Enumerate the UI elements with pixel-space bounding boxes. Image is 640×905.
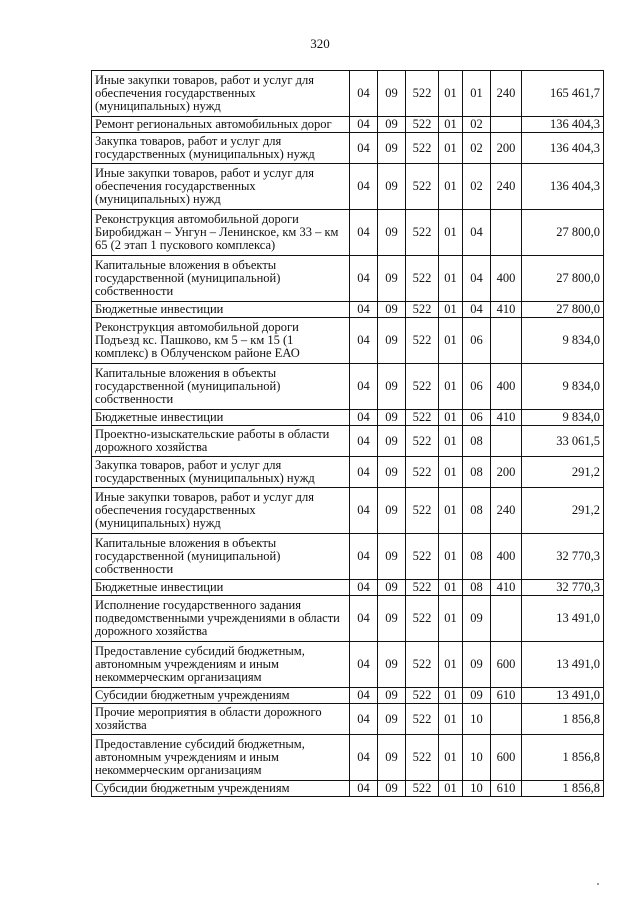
row-section: 04 [350, 164, 378, 210]
row-section: 04 [350, 410, 378, 426]
row-amount: 136 404,3 [522, 164, 604, 210]
row-section: 04 [350, 781, 378, 797]
row-subsection: 09 [378, 534, 406, 580]
table-row [92, 534, 604, 580]
row-program: 522 [406, 704, 439, 735]
table-row [92, 410, 604, 426]
row-program: 522 [406, 457, 439, 488]
table-row [92, 426, 604, 457]
row-activity: 09 [463, 596, 491, 642]
row-amount: 33 061,5 [522, 426, 604, 457]
row-section: 04 [350, 117, 378, 133]
row-expense-type [491, 596, 522, 642]
row-activity: 08 [463, 457, 491, 488]
row-amount: 13 491,0 [522, 596, 604, 642]
row-expense-type: 400 [491, 534, 522, 580]
row-expense-type: 240 [491, 71, 522, 117]
scan-speck [597, 883, 599, 885]
table-row [92, 302, 604, 318]
row-subprogram: 01 [439, 596, 463, 642]
row-expense-type [491, 117, 522, 133]
row-expense-type: 240 [491, 164, 522, 210]
row-activity: 10 [463, 704, 491, 735]
row-name: Бюджетные инвестиции [92, 580, 350, 596]
row-expense-type: 240 [491, 488, 522, 534]
row-activity: 08 [463, 534, 491, 580]
row-activity: 08 [463, 426, 491, 457]
row-expense-type: 610 [491, 781, 522, 797]
row-subprogram: 01 [439, 426, 463, 457]
row-section: 04 [350, 596, 378, 642]
row-subsection: 09 [378, 210, 406, 256]
row-amount: 1 856,8 [522, 704, 604, 735]
row-expense-type: 410 [491, 302, 522, 318]
table-row [92, 133, 604, 164]
row-name: Иные закупки товаров, работ и услуг для обеспечения государственных (муниципальных) нужд [92, 71, 350, 117]
budget-table [91, 70, 604, 797]
row-subprogram: 01 [439, 133, 463, 164]
row-program: 522 [406, 688, 439, 704]
row-subsection: 09 [378, 71, 406, 117]
row-name: Субсидии бюджетным учреждениям [92, 781, 350, 797]
row-amount: 27 800,0 [522, 210, 604, 256]
row-section: 04 [350, 302, 378, 318]
row-subsection: 09 [378, 117, 406, 133]
row-name: Капитальные вложения в объекты государственной (муниципальной) собственности [92, 256, 350, 302]
row-subprogram: 01 [439, 318, 463, 364]
row-subprogram: 01 [439, 488, 463, 534]
row-amount: 165 461,7 [522, 71, 604, 117]
row-activity: 04 [463, 302, 491, 318]
row-expense-type [491, 318, 522, 364]
row-section: 04 [350, 688, 378, 704]
row-activity: 01 [463, 71, 491, 117]
row-subsection: 09 [378, 302, 406, 318]
row-subprogram: 01 [439, 688, 463, 704]
table-row [92, 210, 604, 256]
row-section: 04 [350, 256, 378, 302]
row-expense-type: 600 [491, 735, 522, 781]
row-amount: 9 834,0 [522, 364, 604, 410]
row-name: Прочие мероприятия в области дорожного хозяйства [92, 704, 350, 735]
table-row [92, 580, 604, 596]
row-subprogram: 01 [439, 781, 463, 797]
row-subprogram: 01 [439, 164, 463, 210]
row-subsection: 09 [378, 596, 406, 642]
row-amount: 136 404,3 [522, 133, 604, 164]
row-section: 04 [350, 457, 378, 488]
row-subsection: 09 [378, 735, 406, 781]
row-subprogram: 01 [439, 457, 463, 488]
row-program: 522 [406, 426, 439, 457]
row-expense-type [491, 426, 522, 457]
row-amount: 136 404,3 [522, 117, 604, 133]
row-program: 522 [406, 364, 439, 410]
row-subprogram: 01 [439, 704, 463, 735]
page-number: 320 [310, 36, 330, 51]
row-subprogram: 01 [439, 210, 463, 256]
row-program: 522 [406, 164, 439, 210]
row-subprogram: 01 [439, 410, 463, 426]
row-activity: 06 [463, 318, 491, 364]
table-row [92, 164, 604, 210]
row-name: Закупка товаров, работ и услуг для государственных (муниципальных) нужд [92, 457, 350, 488]
table-row [92, 71, 604, 117]
row-section: 04 [350, 642, 378, 688]
row-program: 522 [406, 71, 439, 117]
row-activity: 10 [463, 781, 491, 797]
row-subprogram: 01 [439, 71, 463, 117]
table-row [92, 735, 604, 781]
row-expense-type: 400 [491, 364, 522, 410]
row-subsection: 09 [378, 688, 406, 704]
row-subsection: 09 [378, 318, 406, 364]
row-program: 522 [406, 410, 439, 426]
row-subsection: 09 [378, 488, 406, 534]
row-program: 522 [406, 133, 439, 164]
row-name: Предоставление субсидий бюджетным, автономным учреждениям и иным некоммерческим организациям [92, 735, 350, 781]
row-name: Иные закупки товаров, работ и услуг для обеспечения государственных (муниципальных) нужд [92, 164, 350, 210]
row-section: 04 [350, 71, 378, 117]
row-name: Бюджетные инвестиции [92, 302, 350, 318]
row-amount: 13 491,0 [522, 642, 604, 688]
row-activity: 02 [463, 164, 491, 210]
row-subsection: 09 [378, 256, 406, 302]
row-expense-type: 200 [491, 133, 522, 164]
row-amount: 9 834,0 [522, 410, 604, 426]
row-program: 522 [406, 117, 439, 133]
row-program: 522 [406, 642, 439, 688]
table-row [92, 488, 604, 534]
table-row [92, 688, 604, 704]
row-subsection: 09 [378, 410, 406, 426]
table-row [92, 781, 604, 797]
row-section: 04 [350, 488, 378, 534]
row-amount: 9 834,0 [522, 318, 604, 364]
row-amount: 1 856,8 [522, 735, 604, 781]
row-program: 522 [406, 580, 439, 596]
row-subsection: 09 [378, 580, 406, 596]
row-activity: 06 [463, 410, 491, 426]
row-activity: 10 [463, 735, 491, 781]
row-amount: 27 800,0 [522, 256, 604, 302]
row-activity: 04 [463, 210, 491, 256]
row-name: Закупка товаров, работ и услуг для государственных (муниципальных) нужд [92, 133, 350, 164]
row-name: Реконструкция автомобильной дороги Биробиджан – Унгун – Ленинское, км 33 – км 65 (2 этап 1 пускового комплекса) [92, 210, 350, 256]
table-row [92, 256, 604, 302]
row-expense-type: 600 [491, 642, 522, 688]
row-subsection: 09 [378, 781, 406, 797]
row-activity: 06 [463, 364, 491, 410]
row-subprogram: 01 [439, 364, 463, 410]
row-amount: 291,2 [522, 457, 604, 488]
row-subsection: 09 [378, 133, 406, 164]
row-name: Бюджетные инвестиции [92, 410, 350, 426]
row-subprogram: 01 [439, 735, 463, 781]
row-section: 04 [350, 704, 378, 735]
row-name: Капитальные вложения в объекты государственной (муниципальной) собственности [92, 534, 350, 580]
row-amount: 27 800,0 [522, 302, 604, 318]
row-expense-type: 400 [491, 256, 522, 302]
row-section: 04 [350, 426, 378, 457]
table-row [92, 704, 604, 735]
row-subprogram: 01 [439, 302, 463, 318]
row-expense-type: 410 [491, 410, 522, 426]
row-name: Капитальные вложения в объекты государственной (муниципальной) собственности [92, 364, 350, 410]
row-activity: 08 [463, 488, 491, 534]
row-amount: 32 770,3 [522, 534, 604, 580]
row-amount: 1 856,8 [522, 781, 604, 797]
row-name: Иные закупки товаров, работ и услуг для обеспечения государственных (муниципальных) нужд [92, 488, 350, 534]
table-row [92, 364, 604, 410]
table-row [92, 318, 604, 364]
row-section: 04 [350, 580, 378, 596]
row-name: Ремонт региональных автомобильных дорог [92, 117, 350, 133]
row-amount: 13 491,0 [522, 688, 604, 704]
row-program: 522 [406, 735, 439, 781]
row-activity: 09 [463, 688, 491, 704]
row-program: 522 [406, 256, 439, 302]
table-row [92, 642, 604, 688]
row-program: 522 [406, 318, 439, 364]
row-subsection: 09 [378, 704, 406, 735]
row-section: 04 [350, 364, 378, 410]
row-section: 04 [350, 534, 378, 580]
row-program: 522 [406, 596, 439, 642]
row-name: Проектно-изыскательские работы в области дорожного хозяйства [92, 426, 350, 457]
row-subprogram: 01 [439, 117, 463, 133]
row-section: 04 [350, 318, 378, 364]
row-subsection: 09 [378, 642, 406, 688]
row-program: 522 [406, 210, 439, 256]
row-activity: 04 [463, 256, 491, 302]
row-subprogram: 01 [439, 642, 463, 688]
row-program: 522 [406, 488, 439, 534]
row-activity: 08 [463, 580, 491, 596]
row-subsection: 09 [378, 457, 406, 488]
table-row [92, 117, 604, 133]
row-section: 04 [350, 735, 378, 781]
row-subprogram: 01 [439, 534, 463, 580]
row-subprogram: 01 [439, 256, 463, 302]
row-amount: 32 770,3 [522, 580, 604, 596]
table-row [92, 457, 604, 488]
row-subprogram: 01 [439, 580, 463, 596]
row-name: Реконструкция автомобильной дороги Подъезд кс. Пашково, км 5 – км 15 (1 комплекс) в Облученском районе ЕАО [92, 318, 350, 364]
row-subsection: 09 [378, 164, 406, 210]
row-program: 522 [406, 302, 439, 318]
row-name: Предоставление субсидий бюджетным, автономным учреждениям и иным некоммерческим организациям [92, 642, 350, 688]
row-amount: 291,2 [522, 488, 604, 534]
row-activity: 02 [463, 117, 491, 133]
row-activity: 09 [463, 642, 491, 688]
row-name: Исполнение государственного задания подведомственными учреждениями в области дорожного хозяйства [92, 596, 350, 642]
row-name: Субсидии бюджетным учреждениям [92, 688, 350, 704]
row-expense-type: 200 [491, 457, 522, 488]
row-program: 522 [406, 781, 439, 797]
row-expense-type: 610 [491, 688, 522, 704]
row-expense-type [491, 704, 522, 735]
row-subsection: 09 [378, 426, 406, 457]
row-section: 04 [350, 210, 378, 256]
row-program: 522 [406, 534, 439, 580]
row-expense-type: 410 [491, 580, 522, 596]
row-activity: 02 [463, 133, 491, 164]
row-subsection: 09 [378, 364, 406, 410]
row-section: 04 [350, 133, 378, 164]
table-row [92, 596, 604, 642]
row-expense-type [491, 210, 522, 256]
